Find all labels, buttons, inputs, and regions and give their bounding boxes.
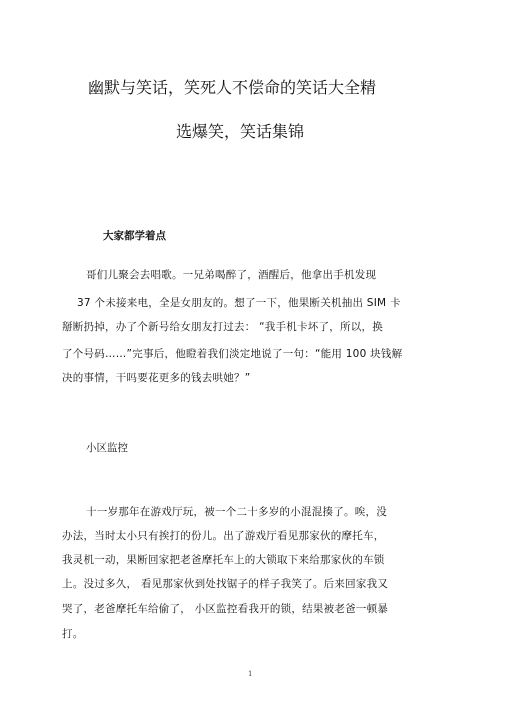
paragraph-line: 上。没过多久， 看见那家伙到处找锯子的样子我笑了。后来回家我又	[62, 578, 389, 590]
document-title-line-2: 选爆笑，笑话集锦	[176, 122, 305, 141]
paragraph-line: 打。	[62, 628, 84, 640]
paragraph-line: 决的事情，干吗要花更多的钱去哄她？”	[62, 372, 251, 384]
section-heading-2: 小区监控	[86, 442, 128, 454]
section-heading-1: 大家都学着点	[103, 230, 166, 242]
paragraph-line: 37 个未接来电，全是女朋友的。想了一下，他果断关机抽出 SIM 卡	[77, 297, 401, 309]
paragraph-line: 我灵机一动，果断回家把老爸摩托车上的大锁取下来给那家伙的车锁	[62, 554, 385, 566]
paragraph-line: 哭了，老爸摩托车给偷了， 小区监控看我开的锁，结果被老爸一顿暴	[62, 603, 389, 615]
paragraph-line: 十一岁那年在游戏厅玩，被一个二十多岁的小混混揍了。唉，没	[86, 506, 387, 518]
document-title-line-1: 幽默与笑话，笑死人不偿命的笑话大全精	[88, 78, 377, 97]
paragraph-line: 了个号码……”完事后，他瞪着我们淡定地说了一句：“能用 100 块钱解	[62, 348, 403, 360]
paragraph-line: 哥们儿聚会去唱歌。一兄弟喝醉了，酒醒后，他拿出手机发现	[86, 269, 377, 281]
page-number: 1	[248, 670, 253, 678]
paragraph-line: 办法，当时太小只有挨打的份儿。出了游戏厅看见那家伙的摩托车，	[62, 530, 385, 542]
paragraph-line: 掰断扔掉，办了个新号给女朋友打过去： “我手机卡坏了，所以，换	[62, 321, 384, 333]
